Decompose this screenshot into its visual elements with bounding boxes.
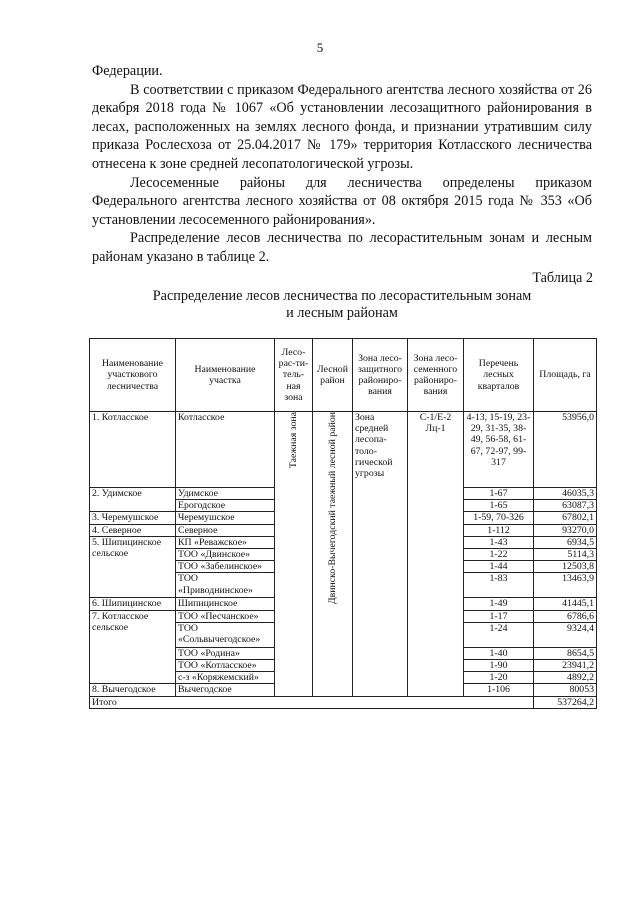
cell-area: 80053	[534, 684, 597, 696]
cell-unit: ТОО «Приводнинское»	[176, 573, 275, 598]
cell-quarters: 1-67	[464, 488, 534, 500]
header-quarters: Перечень лесных кварталов	[464, 339, 534, 412]
cell-district: 3. Черемушское	[90, 512, 176, 524]
body-text	[92, 62, 592, 267]
cell-district: 7. Котласское сельское	[90, 610, 176, 684]
cell-district: 2. Удимское	[90, 488, 176, 512]
cell-protect-zone: Зона средней лесопа-толо-гической угрозы	[353, 412, 408, 697]
cell-district: 6. Шипицинское	[90, 598, 176, 610]
cell-district: 4. Северное	[90, 524, 176, 536]
cell-quarters: 1-65	[464, 500, 534, 512]
cell-zone	[275, 412, 313, 697]
header-unit: Наименование участка	[176, 339, 275, 412]
cell-unit: Котласское	[176, 412, 275, 488]
header-region: Лесной район	[313, 339, 353, 412]
region-vertical-text: Двинско-Вычегодский таежный лесной район	[326, 412, 338, 605]
cell-area: 53956,0	[534, 412, 597, 488]
cell-quarters: 1-20	[464, 672, 534, 684]
cell-area: 6786,6	[534, 610, 597, 622]
cell-area: 8654,5	[534, 647, 597, 659]
cell-quarters: 1-106	[464, 684, 534, 696]
cell-unit: Шипицинское	[176, 598, 275, 610]
cell-unit: Ерогодское	[176, 500, 275, 512]
cell-area: 46035,3	[534, 488, 597, 500]
cell-district: 5. Шипицинское сельское	[90, 536, 176, 598]
cell-seed-zone: С-1/Е-2 Лц-1	[408, 412, 464, 697]
header-seed-zone: Зона лесо-семенного райониро-вания	[408, 339, 464, 412]
paragraph: В соответствии с приказом Федерального агентства лесного хозяйства от 26 декабря 2018 года № 1067 «Об установлении лесозащитного районирования в лесах, расположенных на землях лесного фонда, и признании утратившим силу приказа Рослесхоза от 25.04.2017 № 179» территория Котласского лесничества отнесена к зоне средней лесопатологической угрозы.	[92, 81, 592, 172]
cell-quarters: 1-22	[464, 549, 534, 561]
total-label: Итого	[90, 696, 534, 708]
cell-quarters: 1-59, 70-326	[464, 512, 534, 524]
header-area: Площадь, га	[534, 339, 597, 412]
table-caption-line: и лесным районам	[286, 305, 398, 321]
cell-quarters: 1-83	[464, 573, 534, 598]
cell-unit: ТОО «Сольвычегодское»	[176, 622, 275, 647]
cell-unit: ТОО «Котласское»	[176, 660, 275, 672]
cell-area: 4892,2	[534, 672, 597, 684]
cell-unit: ТОО «Забелинское»	[176, 561, 275, 573]
cell-quarters: 1-90	[464, 660, 534, 672]
cell-unit: КП «Реважское»	[176, 536, 275, 548]
table-label: Таблица 2	[532, 270, 593, 286]
cell-unit: Черемушское	[176, 512, 275, 524]
cell-area: 23941,2	[534, 660, 597, 672]
cell-quarters: 1-49	[464, 598, 534, 610]
cell-quarters: 1-112	[464, 524, 534, 536]
cell-area: 93270,0	[534, 524, 597, 536]
cell-unit: Вычегодское	[176, 684, 275, 696]
total-area: 537264,2	[534, 696, 597, 708]
table-caption	[92, 288, 592, 322]
forest-distribution-table	[89, 338, 597, 709]
paragraph: Лесосеменные районы для лесничества определены приказом Федерального агентства лесного хозяйства от 08 октября 2015 года № 353 «Об установлении лесосеменного районирования».	[92, 174, 592, 228]
table-total-row	[90, 696, 597, 708]
cell-unit: Северное	[176, 524, 275, 536]
header-district: Наименование участкового лесничества	[90, 339, 176, 412]
cell-unit: ТОО «Двинское»	[176, 549, 275, 561]
cell-area: 63087,3	[534, 500, 597, 512]
cell-district: 1. Котласское	[90, 412, 176, 488]
cell-quarters: 1-43	[464, 536, 534, 548]
header-protect-zone: Зона лесо-защитного райониро-вания	[353, 339, 408, 412]
cell-unit: с-з «Коряжемский»	[176, 672, 275, 684]
zone-vertical-text: Таежная зона	[287, 412, 299, 469]
header-zone: Лесо-рас-ти-тель-ная зона	[275, 339, 313, 412]
cell-quarters: 1-24	[464, 622, 534, 647]
cell-unit: Удимское	[176, 488, 275, 500]
cell-area: 9324,4	[534, 622, 597, 647]
cell-area: 5114,3	[534, 549, 597, 561]
cell-quarters: 4-13, 15-19, 23- 29, 31-35, 38-49, 56-58, 61-67, 72-97, 99-317	[464, 412, 534, 488]
paragraph: Федерации.	[92, 63, 163, 79]
cell-area: 6934,5	[534, 536, 597, 548]
cell-quarters: 1-44	[464, 561, 534, 573]
cell-area: 12503,8	[534, 561, 597, 573]
table-caption-line: Распределение лесов лесничества по лесорастительным зонам	[152, 288, 532, 304]
cell-quarters: 1-40	[464, 647, 534, 659]
paragraph: Распределение лесов лесничества по лесорастительным зонам и лесным районам указано в таблице 2.	[92, 230, 592, 265]
cell-unit: ТОО «Песчанское»	[176, 610, 275, 622]
cell-area: 67802,1	[534, 512, 597, 524]
page-number: 5	[316, 40, 324, 55]
cell-area: 41445,1	[534, 598, 597, 610]
table-row	[90, 412, 597, 488]
cell-district: 8. Вычегодское	[90, 684, 176, 696]
cell-quarters: 1-17	[464, 610, 534, 622]
cell-unit: ТОО «Родина»	[176, 647, 275, 659]
cell-region	[313, 412, 353, 697]
cell-area: 13463,9	[534, 573, 597, 598]
table-header-row	[90, 339, 597, 412]
